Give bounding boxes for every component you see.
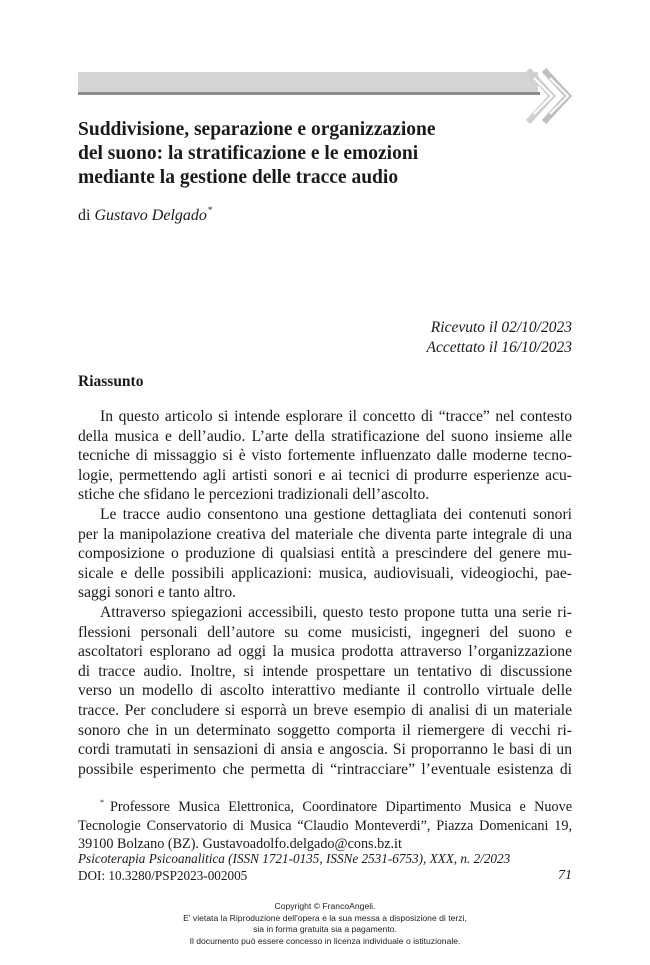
accepted-date: Accettato il 16/10/2023 <box>426 339 572 356</box>
abstract-line: ascoltatori esplorano ad oggi la musica prodotta attraverso l’organizzazione <box>78 643 572 661</box>
footnote-line: 39100 Bolzano (BZ). Gustavoadolfo.delgado@cons.bz.it <box>78 836 402 852</box>
abstract-line: Attraverso spiegazioni accessibili, questo testo propone tutta una serie ri- <box>100 603 572 621</box>
author-footnote-mark: * <box>207 205 213 215</box>
abstract-line: possibile esperimento che permetta di “rintracciare” l’eventuale esistenza di <box>78 760 572 778</box>
abstract-line: logie, permettendo agli artisti sonori e ai tecnici di produrre esperienze acu- <box>78 466 572 484</box>
abstract-line: Le tracce audio consentono una gestione dettagliata dei contenuti sonori <box>100 505 572 523</box>
abstract-body <box>78 407 572 779</box>
abstract-line: della musica e dell’audio. L’arte della stratificazione del suono insieme alle <box>78 427 572 445</box>
abstract-line: saggi sonori e tanto altro. <box>78 584 237 602</box>
page-number: 71 <box>558 868 572 883</box>
article-title-line: Suddivisione, separazione e organizzazione <box>78 119 436 140</box>
abstract-line: stiche che sfidano le percezioni tradizionali dell’ascolto. <box>78 486 430 504</box>
abstract-line: verso un modello di ascolto interattivo mediante il controllo virtuale delle <box>78 682 572 700</box>
journal-info <box>78 850 572 884</box>
footnote-text: Professore Musica Elettronica, Coordinatore Dipartimento Musica e Nuove <box>110 799 572 815</box>
header-rule <box>78 92 540 95</box>
copyright-line: Copyright © FrancoAngeli. <box>274 901 376 911</box>
copyright-notice <box>0 901 650 947</box>
journal-name: Psicoterapia Psicoanalitica (ISSN 1721-0135, ISSNe 2531-6753), XXX, n. 2/2023 <box>78 851 511 866</box>
abstract-line: cordi tramutati in sensazioni di ansia e angoscia. Si proporranno le basi di un <box>78 741 572 759</box>
abstract-line: In questo articolo si intende esplorare il concetto di “tracce” nel contesto <box>100 408 572 425</box>
abstract-line: tecniche di missaggio si è visto fortemente influenzato dalle moderne tecno- <box>78 447 572 465</box>
byline <box>78 205 212 225</box>
author-footnote <box>78 794 572 854</box>
double-chevron-right-icon <box>522 64 578 128</box>
abstract-line: flessioni personali dell’autore su come musicisti, ingegneri del suono e <box>78 623 572 641</box>
doi-row <box>78 867 572 884</box>
article-title-line: mediante la gestione delle tracce audio <box>78 167 399 188</box>
abstract-line: composizione o produzione di qualsiasi entità a prescindere del genere mu- <box>78 545 572 563</box>
footnote-mark: * <box>100 798 104 807</box>
byline-prefix: di <box>78 207 91 224</box>
article-title <box>78 118 508 190</box>
copyright-line: E' vietata la Riproduzione dell'opera e la sua messa a disposizione di terzi, <box>183 912 467 923</box>
header-bar <box>78 72 538 92</box>
section-heading: Riassunto <box>78 373 144 390</box>
received-date: Ricevuto il 02/10/2023 <box>430 319 572 336</box>
abstract-line: tracce. Per concludere si esporrà un breve esempio di analisi di un materiale <box>78 701 572 719</box>
author-name: Gustavo Delgado <box>94 207 207 224</box>
abstract-line: per la manipolazione creativa del materiale che diventa parte integrale di una <box>78 525 572 543</box>
article-title-line: del suono: la stratificazione e le emozioni <box>78 143 419 164</box>
abstract-line: di tracce audio. Inoltre, si intende prospettare un tentativo di discussione <box>78 662 572 680</box>
footnote-line: Tecnologie Conservatorio di Musica “Claudio Monteverdi”, Piazza Domenicani 19, <box>78 817 572 834</box>
copyright-line: sia in forma gratuita sia a pagamento. <box>253 924 397 934</box>
abstract-line: sicale e delle possibili applicazioni: musica, audiovisuali, videogiochi, pae- <box>78 564 572 582</box>
abstract-line: sonoro che in un determinato soggetto comporta il riemergere di vecchi ri- <box>78 721 572 739</box>
doi: DOI: 10.3280/PSP2023-002005 <box>78 868 248 883</box>
copyright-line: Il documento può essere concesso in licenza individuale o istituzionale. <box>189 935 461 946</box>
footnote-line <box>78 794 572 817</box>
submission-dates <box>426 318 572 358</box>
